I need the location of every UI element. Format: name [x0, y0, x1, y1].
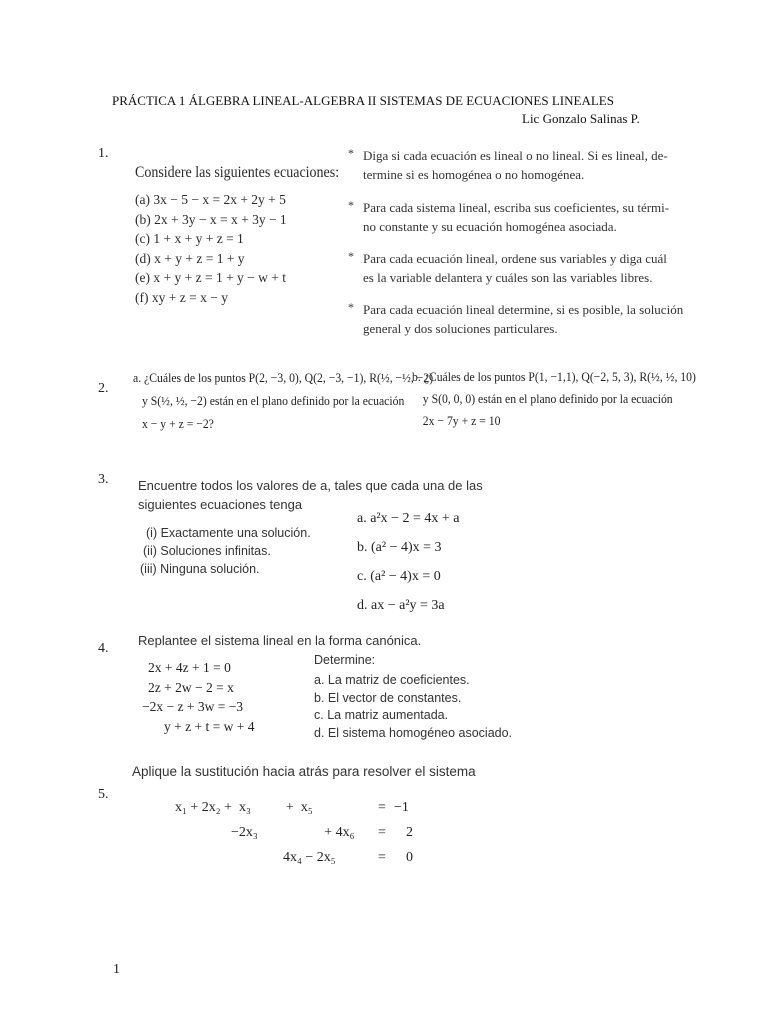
problem-4-number: 4.: [98, 641, 109, 656]
determine-item-d: d. El sistema homogéneo asociado.: [314, 725, 513, 740]
problem-2-a-line-1: a. ¿Cuáles de los puntos P(2, −3, 0), Q(2, −3, −1), R(½, −½, −2): [133, 370, 434, 385]
task-3-line-2: es la variable delantera y cuáles son las variables libres.: [363, 270, 653, 285]
row-1-lhs: x₁ + 2x₂ + x₃ + x₅: [175, 800, 313, 815]
determine-item-a: a. La matriz de coeficientes.: [314, 673, 470, 687]
problem-2-a: [133, 366, 433, 435]
problem-2-b-line-3: 2x − 7y + z = 10: [422, 413, 501, 428]
problem-3-equation-c: c. (a² − 4)x = 0: [357, 569, 441, 584]
problem-3-number: 3.: [98, 472, 109, 487]
problem-3-equations: [357, 504, 460, 620]
task-1-line-2: termine si es homogénea o no homogénea.: [363, 167, 585, 182]
task-4-line-2: general y dos soluciones particulares.: [363, 321, 558, 336]
bullet-star-icon: *: [348, 300, 354, 314]
equation-f: (f) xy + z = x − y: [135, 289, 228, 305]
problem-4-system: [142, 658, 272, 736]
problem-2-b: [412, 366, 696, 432]
determine-list: [314, 672, 512, 742]
system-row-4: y + z + t = w + 4: [164, 718, 255, 734]
equation-c: (c) 1 + x + y + z = 1: [135, 231, 244, 246]
row-3-rhs: 0: [406, 850, 413, 865]
problem-3-equation-d: d. ax − a²y = 3a: [357, 598, 445, 613]
equation-a: (a) 3x − 5 − x = 2x + 2y + 5: [135, 192, 286, 207]
system-row-1: 2x + 4z + 1 = 0: [148, 660, 231, 675]
problem-2-b-line-2: y S(0, 0, 0) están en el plano definido por la ecuación: [422, 391, 673, 406]
problem-3-conditions: [140, 524, 311, 578]
problem-1-number: 1.: [98, 146, 109, 161]
problem-3-intro-line-2: siguientes ecuaciones tenga: [138, 497, 303, 512]
page-title: PRÁCTICA 1 ÁLGEBRA LINEAL-ALGEBRA II SISTEMAS DE ECUACIONES LINEALES: [112, 93, 614, 108]
task-1-line-1: Diga si cada ecuación es lineal o no lineal. Si es lineal, de-: [363, 148, 668, 163]
problem-2-a-line-2: y S(½, ½, −2) están en el plano definido por la ecuación: [142, 393, 405, 408]
problem-4-intro: Replantee el sistema lineal en la forma canónica.: [138, 633, 422, 648]
task-4-line-1: Para cada ecuación lineal determine, si es posible, la solución: [363, 302, 684, 317]
row-2-lhs: −2x₃ + 4x₆: [231, 825, 355, 840]
task-3-line-1: Para cada ecuación lineal, ordene sus variables y diga cuál: [363, 251, 667, 266]
row-3-lhs: 4x₄ − 2x₅: [283, 850, 336, 865]
problem-2-a-line-3: x − y + z = −2?: [142, 416, 214, 431]
equation-b: (b) 2x + 3y − x = x + 3y − 1: [135, 211, 287, 227]
bullet-star-icon: *: [348, 249, 354, 263]
row-1-eq: =: [378, 800, 386, 815]
page-number: 1: [113, 962, 120, 977]
equation-e: (e) x + y + z = 1 + y − w + t: [135, 270, 287, 285]
problem-5-intro: Aplique la sustitución hacia atrás para resolver el sistema: [132, 764, 476, 779]
condition-i: (i) Exactamente una solución.: [146, 526, 311, 540]
task-2-line-1: Para cada sistema lineal, escriba sus coeficientes, su térmi-: [363, 200, 670, 215]
bullet-star-icon: *: [348, 146, 354, 160]
condition-iii: (iii) Ninguna solución.: [140, 562, 260, 576]
problem-1-intro: Considere las siguientes ecuaciones:: [135, 164, 340, 182]
determine-label: Determine:: [314, 653, 376, 667]
problem-2-b-line-1: b. ¿Cuáles de los puntos P(1, −1,1), Q(−2, 5, 3), R(½, ½, 10): [412, 369, 696, 384]
problem-5-number: 5.: [98, 787, 109, 802]
problem-2-number: 2.: [98, 381, 109, 396]
problem-3-equation-a: a. a²x − 2 = 4x + a: [357, 511, 460, 526]
task-2-line-2: no constante y su ecuación homogénea asociada.: [363, 219, 617, 234]
author: Lic Gonzalo Salinas P.: [522, 111, 640, 126]
row-2-eq: =: [378, 825, 386, 840]
row-1-rhs: −1: [394, 800, 409, 815]
determine-item-b: b. El vector de constantes.: [314, 690, 462, 705]
determine-item-c: c. La matriz aumentada.: [314, 708, 449, 722]
row-3-eq: =: [378, 850, 386, 865]
condition-ii: (ii) Soluciones infinitas.: [143, 544, 271, 558]
bullet-star-icon: *: [348, 198, 354, 212]
equation-d: (d) x + y + z = 1 + y: [135, 250, 245, 266]
problem-3-intro-line-1: Encuentre todos los valores de a, tales que cada una de las: [138, 478, 483, 493]
system-row-2: 2z + 2w − 2 = x: [148, 679, 234, 695]
problem-3-equation-b: b. (a² − 4)x = 3: [357, 540, 442, 555]
row-2-rhs: 2: [406, 825, 413, 840]
system-row-3: −2x − z + 3w = −3: [142, 699, 244, 714]
problem-1-equations: [135, 190, 287, 307]
